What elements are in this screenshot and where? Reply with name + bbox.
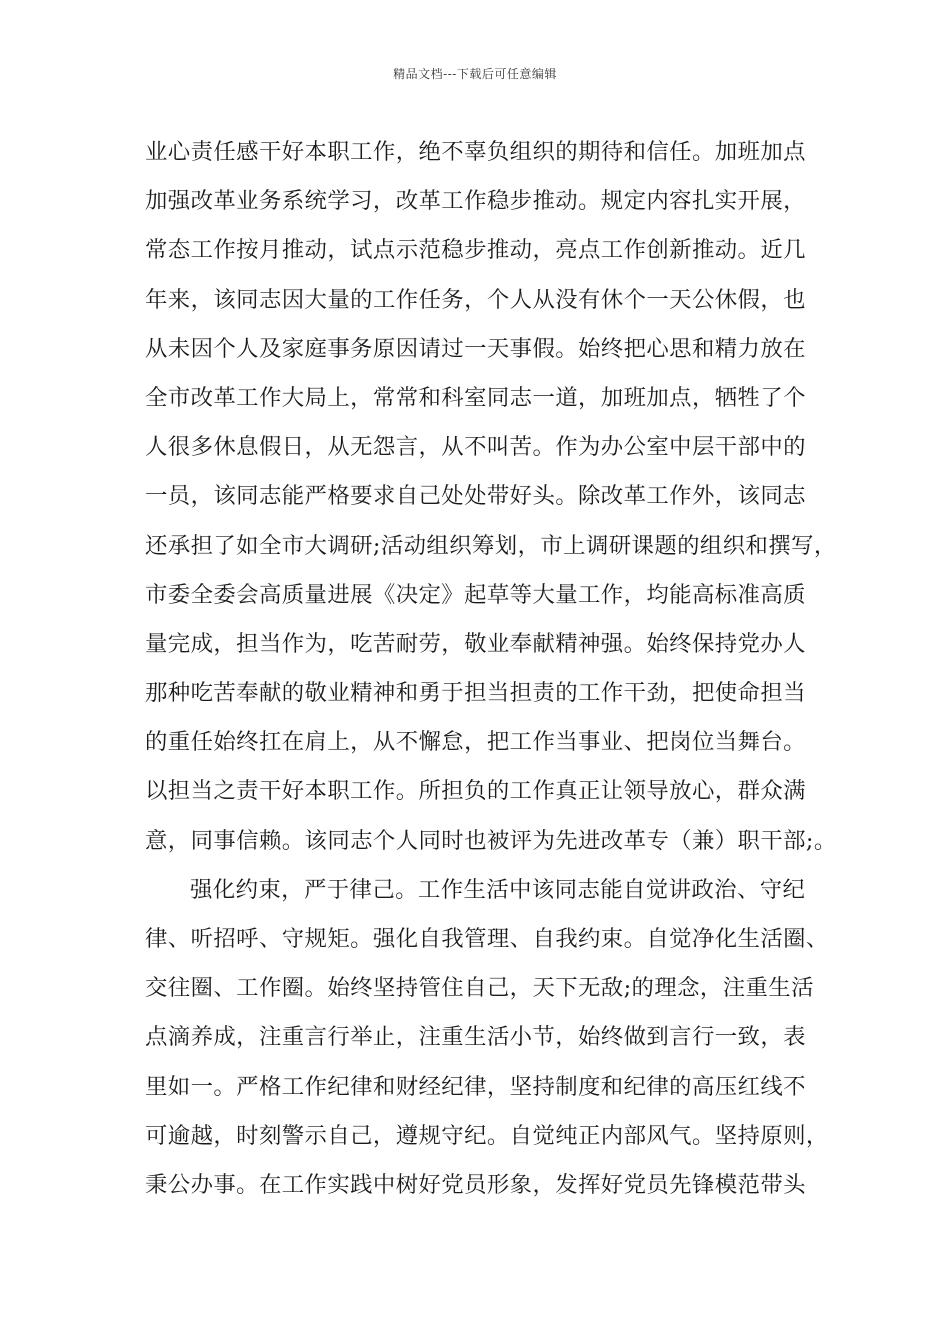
text-line-17: 律、听招呼、守规矩。强化自我管理、自我约束。自觉净化生活圈、 [145, 926, 829, 952]
text-line-2: 加强改革业务系统学习，改革工作稳步推动。规定内容扎实开展， [145, 188, 806, 215]
text-line-7: 人很多休息假日，从无怨言，从不叫苦。作为办公室中层干部中的 [145, 434, 806, 461]
text-line-3: 常态工作按月推动，试点示范稳步推动，亮点工作创新推动。近几 [145, 237, 806, 264]
text-line-18: 交往圈、工作圈。始终坚持管住自己，天下无敌;的理念，注重生活 [145, 975, 814, 1002]
page-header: 精品文档---下载后可任意编辑 [393, 67, 557, 81]
text-line-12: 那种吃苦奉献的敬业精神和勇于担当担责的工作干劲，把使命担当 [145, 680, 806, 707]
text-line-14: 以担当之责干好本职工作。所担负的工作真正让领导放心，群众满 [145, 778, 806, 805]
text-line-19: 点滴养成，注重言行举止，注重生活小节，始终做到言行一致，表 [145, 1024, 806, 1051]
document-body [145, 128, 835, 1210]
text-line-8: 一员，该同志能严格要求自己处处带好头。除改革工作外，该同志 [145, 483, 806, 510]
text-line-10: 市委全委会高质量进展《决定》起草等大量工作，均能高标准高质 [145, 581, 806, 608]
text-line-4: 年来，该同志因大量的工作任务，个人从没有休个一天公休假，也 [145, 286, 806, 313]
text-line-22: 秉公办事。在工作实践中树好党员形象，发挥好党员先锋模范带头 [145, 1171, 806, 1198]
text-line-1: 业心责任感干好本职工作，绝不辜负组织的期待和信任。加班加点 [145, 139, 806, 165]
text-line-15: 意，同事信赖。该同志个人同时也被评为先进改革专（兼）职干部;。 [145, 827, 837, 854]
text-line-21: 可逾越，时刻警示自己，遵规守纪。自觉纯正内部风气。坚持原则， [145, 1122, 829, 1149]
text-line-20: 里如一。严格工作纪律和财经纪律，坚持制度和纪律的高压红线不 [145, 1073, 806, 1100]
text-line-13: 的重任始终扛在肩上，从不懈怠，把工作当事业、把岗位当舞台。 [145, 729, 806, 756]
text-line-5: 从未因个人及家庭事务原因请过一天事假。始终把心思和精力放在 [145, 335, 806, 362]
text-line-11: 量完成，担当作为，吃苦耐劳，敬业奉献精神强。始终保持党办人 [145, 630, 806, 657]
text-line-6: 全市改革工作大局上，常常和科室同志一道，加班加点，牺牲了个 [145, 384, 806, 411]
text-line-9: 还承担了如全市大调研;活动组织筹划，市上调研课题的组织和撰写， [145, 532, 837, 559]
paragraph-start-line: 强化约束，严于律己。工作生活中该同志能自觉讲政治、守纪 [190, 876, 806, 903]
